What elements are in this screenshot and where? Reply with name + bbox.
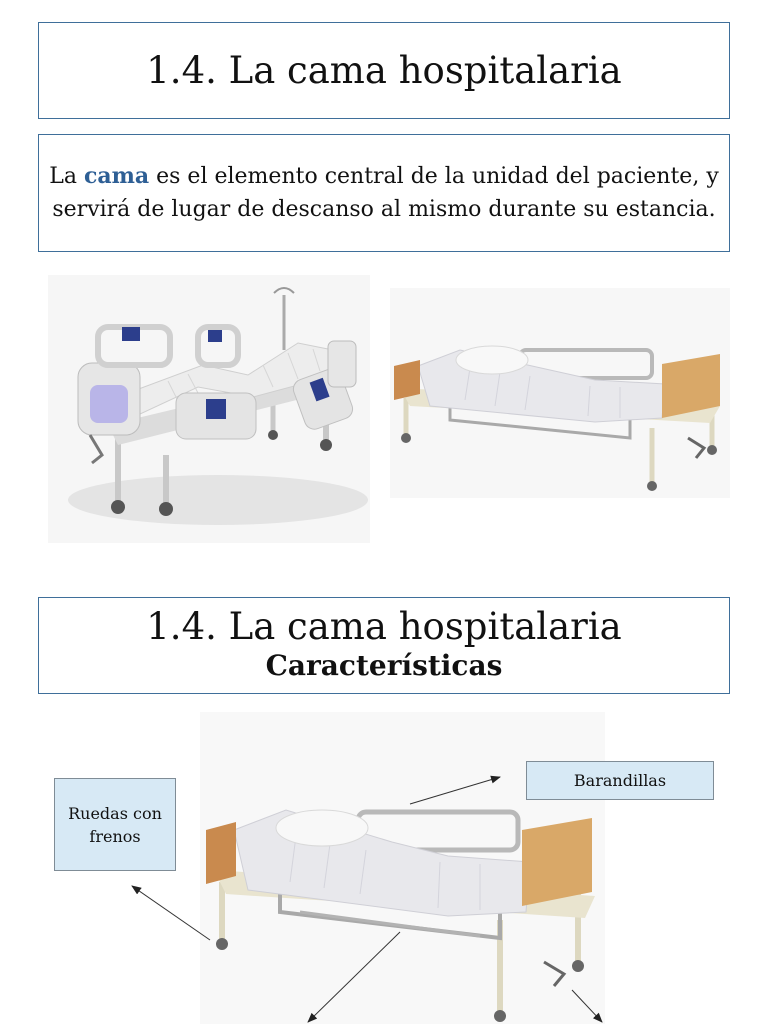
slide-2-title-box [38, 597, 730, 694]
callout-wheels-brakes [54, 778, 176, 871]
intro-highlight-word: cama [83, 163, 150, 189]
slide-2-subtitle: Características [265, 649, 503, 682]
slide-1-title-box [38, 22, 730, 119]
callout-side-rails [526, 761, 714, 800]
intro-text-box [38, 134, 730, 252]
callout-wheels-label: Ruedas con frenos [68, 803, 162, 846]
manual-hospital-bed-photo [390, 288, 730, 498]
slide-1-title: 1.4. La cama hospitalaria [146, 49, 622, 92]
intro-paragraph [39, 160, 729, 226]
arrow-to-wheels-callout [132, 886, 210, 940]
electric-hospital-bed-photo [48, 275, 370, 543]
slide-2-title: 1.4. La cama hospitalaria [146, 605, 622, 648]
intro-text-end: es el elemento central de la unidad del paciente, y servirá de lugar de descanso al mismo durante su estancia. [52, 164, 719, 222]
labeled-hospital-bed-photo [200, 712, 605, 1024]
callout-rails-label: Barandillas [573, 771, 667, 790]
intro-text-start: La [49, 164, 84, 189]
